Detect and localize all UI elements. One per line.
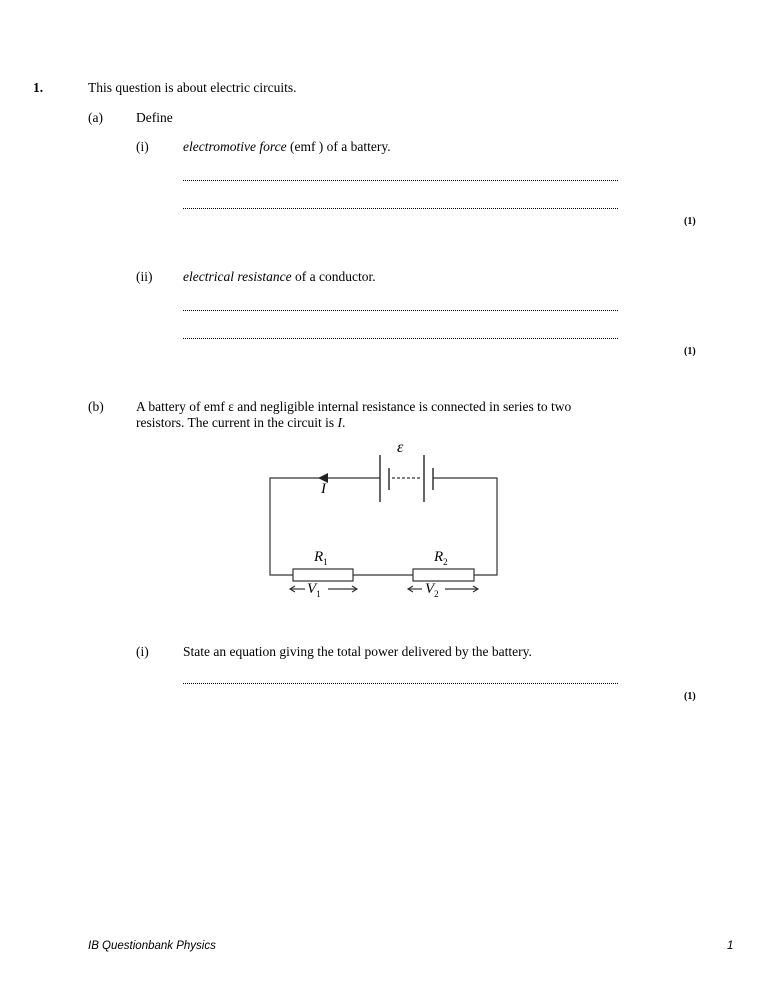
marks: (1) <box>684 216 696 227</box>
emf-label: ε <box>397 439 404 456</box>
part-a-i-label: (i) <box>136 139 149 154</box>
subscript: 1 <box>316 589 321 599</box>
answer-line[interactable] <box>183 683 618 684</box>
part-a-ii-label: (ii) <box>136 269 153 284</box>
question-intro: This question is about electric circuits. <box>88 80 297 95</box>
part-a-label: (a) <box>88 110 103 125</box>
part-b-label: (b) <box>88 399 104 414</box>
subscript: 2 <box>443 557 448 567</box>
var: I <box>337 415 342 430</box>
r2-label <box>434 550 448 570</box>
marks: (1) <box>684 346 696 357</box>
subscript: 2 <box>434 589 439 599</box>
part-a-prompt: Define <box>136 110 173 125</box>
symbol: V <box>307 581 317 597</box>
subscript: 1 <box>323 557 328 567</box>
text: . <box>341 415 346 430</box>
text: (emf ) of a battery. <box>286 139 391 154</box>
current-label: I <box>321 481 326 497</box>
v2-label <box>425 582 439 602</box>
question-number: 1. <box>33 80 44 95</box>
v1-label <box>307 582 321 602</box>
resistor-r2 <box>413 569 474 581</box>
wire <box>270 478 345 575</box>
page-number: 1 <box>727 940 734 952</box>
r1-label <box>314 550 328 570</box>
part-b-i-question: State an equation giving the total power delivered by the battery. <box>183 644 532 659</box>
v1-arrow <box>290 586 357 592</box>
v2-arrow <box>408 586 478 592</box>
term: electrical resistance <box>183 269 292 284</box>
symbol: R <box>314 549 324 565</box>
text: of a conductor. <box>291 269 376 284</box>
text: resistors. The current in the circuit is <box>136 415 338 430</box>
part-b-i-label: (i) <box>136 644 149 659</box>
resistor-r1 <box>293 569 353 581</box>
term: electromotive force <box>183 139 287 154</box>
symbol: R <box>434 549 444 565</box>
part-b-line1: A battery of emf ε and negligible internal resistance is connected in series to two <box>136 399 572 414</box>
footer-source: IB Questionbank Physics <box>88 940 216 952</box>
marks: (1) <box>684 691 696 702</box>
symbol: V <box>425 581 435 597</box>
